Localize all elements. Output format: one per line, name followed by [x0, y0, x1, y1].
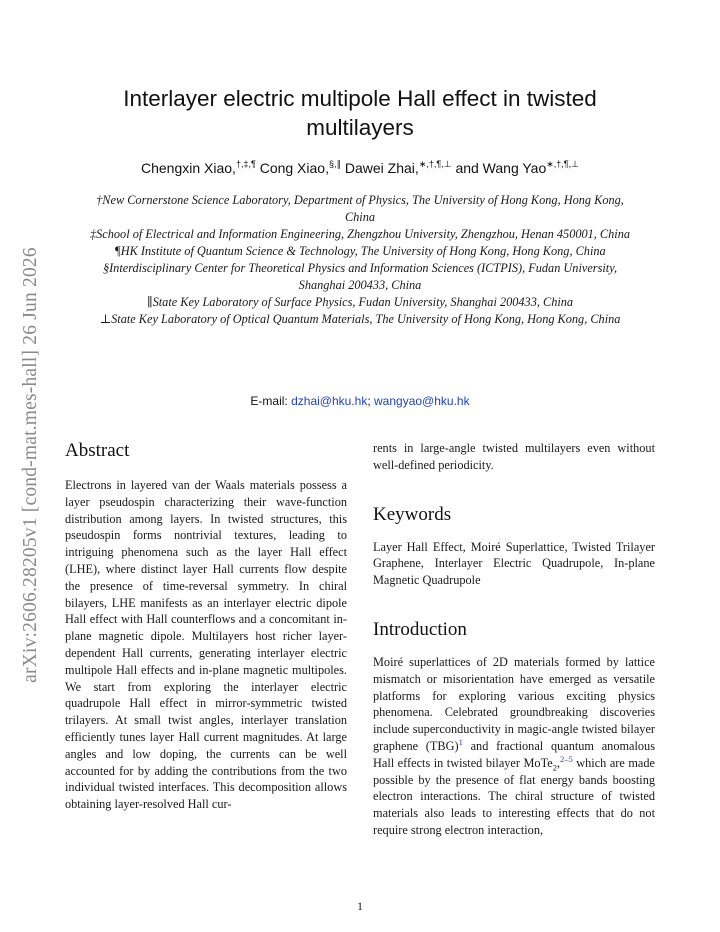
arxiv-identifier-text: arXiv:2606.28205v1 [cond-mat.mes-hall] 26 Jun 2026	[20, 247, 41, 683]
affiliation: ∥State Key Laboratory of Surface Physics, Fudan University, Shanghai 200433, China	[146, 295, 574, 309]
introduction-text-part: ,	[556, 755, 561, 770]
affiliation: ¶HK Institute of Quantum Science & Technology, The University of Hong Kong, Hong Kong, China	[114, 244, 606, 258]
page-number: 1	[357, 899, 363, 913]
introduction-text-part: which are made possible by the presence of flat energy bands boosting electron interactions. The chiral structure of twisted materials also leads to interesting effects that do not require strong electron interaction,	[373, 755, 655, 837]
author-name: Cong Xiao,	[259, 160, 329, 176]
author-name: Chengxin Xiao,	[141, 160, 236, 176]
author-affiliation-marks: †,‡,¶	[235, 159, 256, 169]
arxiv-identifier-stamp	[17, 200, 45, 730]
keywords-heading: Keywords	[373, 503, 452, 525]
email-link[interactable]: dzhai@hku.hk	[291, 394, 368, 408]
introduction-text-part: Moiré superlattices of 2D materials formed by lattice mismatch or misorientation have emerged as versatile platforms for exploring various exciting physics phenomena. Celebrated groundbreaking discoveries include superconductivity in magic-angle twisted bilayer graphene (TBG)	[373, 654, 655, 753]
author-list	[60, 160, 660, 176]
introduction-heading: Introduction	[373, 618, 467, 640]
right-column	[373, 440, 655, 839]
affiliation: §Interdisciplinary Center for Theoretical Physics and Information Sciences (ICTPIS), Fudan University, Shanghai 200433, China	[102, 261, 618, 292]
paper-title: Interlayer electric multipole Hall effect in twisted multilayers	[123, 86, 597, 140]
introduction-text	[373, 654, 655, 839]
abstract-text: Electrons in layered van der Waals materials possess a layer pseudospin characterizing their wave-function distribution among layers. In twisted structures, this pseudospin forms nontrivial textures, leading to intriguing phenomena such as the layer Hall effect (LHE), where distinct layer Hall currents flow despite the presence of time-reversal symmetry. In chiral bilayers, LHE manifests as an interlayer electric dipole Hall effect with Hall counterflows and a concomitant in-plane magnetic dipole. Multilayers host richer layer-dependent Hall currents, generating interlayer electric multipole Hall effects and in-plane magnetic multipoles. We start from exploring the interlayer electric quadrupole Hall effect in mirror-symmetric twisted trilayers. At small twist angles, interlayer translation efficiently tunes layer Hall current magnitudes. At large angles and low doping, the currents can be well accounted for by adding the contributions from the two individual twisted interfaces. This decomposition allows obtaining layer-resolved Hall cur-	[65, 478, 347, 812]
affiliation: ‡School of Electrical and Information Engineering, Zhengzhou University, Zhengzhou, Henan 450001, China	[90, 227, 630, 241]
affiliation: ⊥State Key Laboratory of Optical Quantum Materials, The University of Hong Kong, Hong Kong, China	[99, 312, 621, 326]
citation-link[interactable]: 1	[458, 736, 463, 747]
contact-email	[0, 394, 720, 408]
email-link[interactable]: wangyao@hku.hk	[374, 394, 470, 408]
author-affiliation-marks: §,∥	[328, 159, 341, 169]
left-column	[65, 440, 347, 813]
introduction-text-part: and fractional quantum anomalous Hall effects in twisted bilayer MoTe	[373, 738, 655, 770]
abstract-text-continued: rents in large-angle twisted multilayers even without well-defined periodicity.	[373, 441, 655, 472]
email-separator: ;	[367, 394, 374, 408]
author-name: and Wang Yao	[455, 160, 547, 176]
keywords-text: Layer Hall Effect, Moiré Superlattice, Twisted Trilayer Graphene, Interlayer Electric Quadrupole, In-plane Magnetic Quadrupole	[373, 539, 655, 588]
chemical-subscript: 2	[552, 762, 557, 773]
author-affiliation-marks: ∗,†,¶,⊥	[546, 159, 579, 169]
abstract-heading: Abstract	[65, 440, 130, 461]
affiliation-list	[80, 192, 640, 328]
email-label: E-mail:	[250, 394, 292, 408]
affiliation: †New Cornerstone Science Laboratory, Department of Physics, The University of Hong Kong, Hong Kong, China	[96, 193, 624, 224]
author-affiliation-marks: ∗,†,¶,⊥	[418, 159, 452, 169]
author-name: Dawei Zhai,	[344, 160, 419, 176]
citation-link[interactable]: 2–5	[560, 753, 573, 764]
